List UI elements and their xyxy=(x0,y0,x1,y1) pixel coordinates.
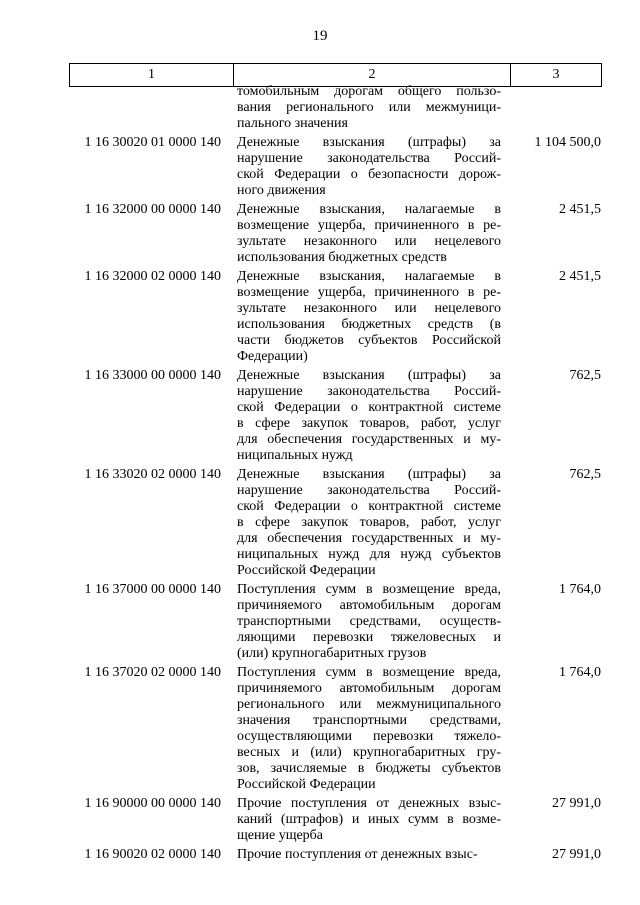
column-header-3: 3 xyxy=(511,64,602,87)
revenue-description xyxy=(233,847,510,863)
amount-value: 1 764,0 xyxy=(559,582,601,597)
description-line: нарушение законодательства Россий- xyxy=(237,151,501,166)
column-header-2: 2 xyxy=(234,64,511,87)
description-line: томобильным дорогам общего пользо- xyxy=(237,84,501,99)
budget-code: 1 16 32000 02 0000 140 xyxy=(84,269,221,284)
revenue-description xyxy=(233,368,510,464)
description-line: (или) крупногабаритных грузов xyxy=(237,646,427,661)
table-row xyxy=(69,368,601,464)
description-line: использования бюджетных средств (в xyxy=(237,317,501,332)
revenue-description xyxy=(233,665,510,793)
revenue-description xyxy=(233,135,510,199)
budget-code: 1 16 90000 00 0000 140 xyxy=(84,796,221,811)
description-line: значения транспортными средствами, xyxy=(237,713,501,728)
description-line: регионального или межмуниципального xyxy=(237,697,501,712)
budget-code: 1 16 32000 00 0000 140 xyxy=(84,202,221,217)
description-line: части бюджетов субъектов Российской xyxy=(237,333,501,348)
column-header-1: 1 xyxy=(70,64,234,87)
description-line: Прочие поступления от денежных взыс- xyxy=(237,847,478,862)
description-line: ниципальных нужд для нужд субъектов xyxy=(237,547,501,562)
description-line: Российской Федерации xyxy=(237,777,376,792)
description-line: использования бюджетных средств xyxy=(237,250,447,265)
description-line: Федерации) xyxy=(237,349,308,364)
description-line: зультате незаконного или нецелевого xyxy=(237,234,501,249)
budget-code xyxy=(69,84,233,132)
description-line: нарушение законодательства Россий- xyxy=(237,384,501,399)
description-line: Поступления сумм в возмещение вреда, xyxy=(237,665,501,680)
description-line: пального значения xyxy=(237,116,348,131)
description-line: вания регионального или межмуници- xyxy=(237,100,501,115)
description-line: Денежные взыскания (штрафы) за xyxy=(237,467,501,482)
budget-code: 1 16 37020 02 0000 140 xyxy=(84,665,221,680)
description-line: ниципальных нужд xyxy=(237,448,353,463)
description-line: Денежные взыскания (штрафы) за xyxy=(237,135,501,150)
description-line: Российской Федерации xyxy=(237,563,376,578)
table-row xyxy=(69,467,601,579)
table-row xyxy=(69,202,601,266)
table-row xyxy=(69,582,601,662)
description-line: нарушение законодательства Россий- xyxy=(237,483,501,498)
description-line: ного движения xyxy=(237,183,326,198)
description-line: щение ущерба xyxy=(237,828,324,843)
amount-value: 27 991,0 xyxy=(552,796,601,811)
amount-value: 1 764,0 xyxy=(559,665,601,680)
description-line: Денежные взыскания, налагаемые в xyxy=(237,202,501,217)
revenue-description xyxy=(233,467,510,579)
budget-code: 1 16 33000 00 0000 140 xyxy=(84,368,221,383)
table-row xyxy=(69,665,601,793)
table-row xyxy=(69,847,601,863)
description-line: Поступления сумм в возмещение вреда, xyxy=(237,582,501,597)
description-line: возмещение ущерба, причиненного в ре- xyxy=(237,285,501,300)
table-row xyxy=(69,796,601,844)
budget-code: 1 16 33020 02 0000 140 xyxy=(84,467,221,482)
description-line: для обеспечения государственных и му- xyxy=(237,432,501,447)
description-line: каний (штрафов) и иных сумм в возме- xyxy=(237,812,501,827)
table-row xyxy=(69,135,601,199)
amount-value: 762,5 xyxy=(569,368,601,383)
amount-value: 1 104 500,0 xyxy=(534,135,601,150)
amount-value: 762,5 xyxy=(569,467,601,482)
description-line: Денежные взыскания, налагаемые в xyxy=(237,269,501,284)
description-line: причиняемого автомобильным дорогам xyxy=(237,598,501,613)
revenue-description xyxy=(233,269,510,365)
description-line: причиняемого автомобильным дорогам xyxy=(237,681,501,696)
revenue-description xyxy=(233,796,510,844)
description-line: ской Федерации о контрактной системе xyxy=(237,499,501,514)
amount-value: 27 991,0 xyxy=(552,847,601,862)
description-line: возмещение ущерба, причиненного в ре- xyxy=(237,218,501,233)
revenue-description xyxy=(233,202,510,266)
revenue-description xyxy=(233,84,510,132)
revenue-table-body xyxy=(69,84,601,866)
description-line: зультате незаконного или нецелевого xyxy=(237,301,501,316)
amount-value: 2 451,5 xyxy=(559,202,601,217)
amount-value xyxy=(510,84,601,132)
amount-value: 2 451,5 xyxy=(559,269,601,284)
page-number: 19 xyxy=(312,28,328,44)
revenue-description xyxy=(233,582,510,662)
description-line: в сфере закупок товаров, работ, услуг xyxy=(237,515,501,530)
budget-code: 1 16 37000 00 0000 140 xyxy=(84,582,221,597)
description-line: ляющими перевозки тяжеловесных и xyxy=(237,630,501,645)
description-line: осуществляющими перевозки тяжело- xyxy=(237,729,501,744)
budget-code: 1 16 30020 01 0000 140 xyxy=(84,135,221,150)
description-line: в сфере закупок товаров, работ, услуг xyxy=(237,416,501,431)
description-line: весных и (или) крупногабаритных гру- xyxy=(237,745,501,760)
table-row xyxy=(69,269,601,365)
description-line: Денежные взыскания (штрафы) за xyxy=(237,368,501,383)
table-row xyxy=(69,84,601,132)
description-line: ской Федерации о контрактной системе xyxy=(237,400,501,415)
description-line: транспортными средствами, осуществ- xyxy=(237,614,501,629)
description-line: зов, зачисляемые в бюджеты субъектов xyxy=(237,761,501,776)
description-line: для обеспечения государственных и му- xyxy=(237,531,501,546)
description-line: Прочие поступления от денежных взыс- xyxy=(237,796,501,811)
budget-code: 1 16 90020 02 0000 140 xyxy=(84,847,221,862)
description-line: ской Федерации о безопасности дорож- xyxy=(237,167,501,182)
